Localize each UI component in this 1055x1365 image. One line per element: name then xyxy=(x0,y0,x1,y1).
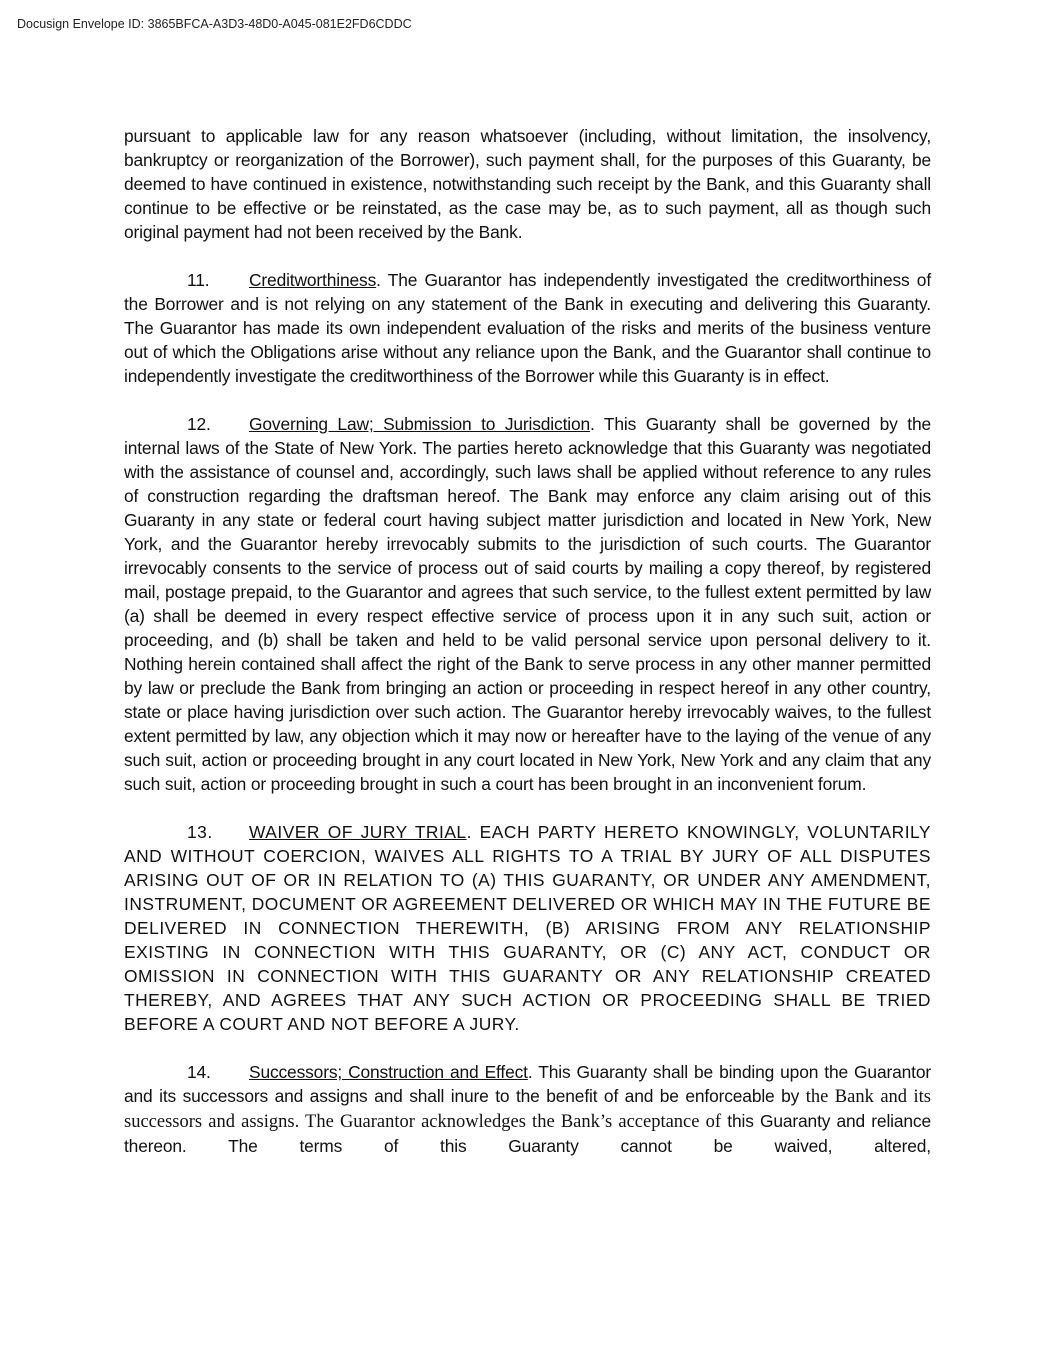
section-13 xyxy=(124,820,931,1036)
section-text: . EACH PARTY HERETO KNOWINGLY, VOLUNTARILY AND WITHOUT COERCION, WAIVES ALL RIGHTS TO A TRIAL BY JURY OF ALL DISPUTES ARISING OUT OF OR IN RELATION TO (A) THIS GUARANTY, OR UNDER ANY AMENDMENT, INSTRUMENT, DOCUMENT OR AGREEMENT DELIVERED OR WHICH MAY IN THE FUTURE BE DELIVERED IN CONNECTION THEREWITH, (B) ARISING FROM ANY RELATIONSHIP EXISTING IN CONNECTION WITH THIS GUARANTY, OR (C) ANY ACT, CONDUCT OR OMISSION IN CONNECTION WITH THIS GUARANTY OR ANY RELATIONSHIP CREATED THEREBY, AND AGREES THAT ANY SUCH ACTION OR PROCEEDING SHALL BE TRIED BEFORE A COURT AND NOT BEFORE A JURY. xyxy=(124,822,932,1034)
paragraph-continuation xyxy=(124,124,931,244)
section-heading: Governing Law; Submission to Jurisdiction xyxy=(249,414,591,434)
section-11 xyxy=(124,268,931,388)
section-14 xyxy=(124,1060,931,1158)
section-number: 12. xyxy=(187,414,211,434)
section-number: 14. xyxy=(187,1062,211,1082)
section-text-serif: the Bank and its successors and assigns. The Guarantor acknowledges the Bank’s acceptance of xyxy=(124,1087,931,1132)
section-number: 11. xyxy=(187,270,210,290)
section-text: this Guaranty and reliance thereon. The terms of this Guaranty cannot be waived, altered, xyxy=(124,1111,931,1156)
section-heading: Creditworthiness xyxy=(249,270,377,290)
section-number: 13. xyxy=(187,822,213,842)
section-heading: WAIVER OF JURY TRIAL xyxy=(249,822,467,842)
paragraph-text: pursuant to applicable law for any reason whatsoever (including, without limitation, the insolvency, bankruptcy or reorganization of the Borrower), such payment shall, for the purposes of this Guaranty, be deemed to have continued in existence, notwithstanding such receipt by the Bank, and this Guaranty shall continue to be effective or be reinstated, as the case may be, as to such payment, all as though such original payment had not been received by the Bank. xyxy=(124,126,931,242)
section-heading: Successors; Construction and Effect xyxy=(249,1062,528,1082)
docusign-envelope-id: Docusign Envelope ID: 3865BFCA-A3D3-48D0-A045-081E2FD6CDDC xyxy=(17,17,412,31)
document-body xyxy=(124,124,931,1182)
section-12 xyxy=(124,412,931,796)
section-text: . This Guaranty shall be governed by the internal laws of the State of New York. The parties hereto acknowledge that this Guaranty was negotiated with the assistance of counsel and, accordingly, such laws shall be applied without reference to any rules of construction regarding the draftsman hereof. The Bank may enforce any claim arising out of this Guaranty in any state or federal court having subject matter jurisdiction and located in New York, New York, and the Guarantor hereby irrevocably submits to the jurisdiction of such courts. The Guarantor irrevocably consents to the service of process out of said courts by mailing a copy thereof, by registered mail, postage prepaid, to the Guarantor and agrees that such service, to the fullest extent permitted by law (a) shall be deemed in every respect effective service of process upon it in any such suit, action or proceeding, and (b) shall be taken and held to be valid personal service upon personal delivery to it. Nothing herein contained shall affect the right of the Bank to serve process in any other manner permitted by law or preclude the Bank from bringing an action or proceeding in respect hereof in any other country, state or place having jurisdiction over such action. The Guarantor hereby irrevocably waives, to the fullest extent permitted by law, any objection which it may now or hereafter have to the laying of the venue of any such suit, action or proceeding brought in any court located in New York, New York and any claim that any such suit, action or proceeding brought in such a court has been brought in an inconvenient forum. xyxy=(124,414,931,794)
section-text: . This Guaranty shall be binding upon the Guarantor and its successors and assigns and shall inure to the benefit of and be enforceable by xyxy=(124,1062,931,1106)
section-text: . The Guarantor has independently investigated the creditworthiness of the Borrower and is not relying on any statement of the Bank in executing and delivering this Guaranty. The Guarantor has made its own independent evaluation of the risks and merits of the business venture out of which the Obligations arise without any reliance upon the Bank, and the Guarantor shall continue to independently investigate the creditworthiness of the Borrower while this Guaranty is in effect. xyxy=(124,270,931,386)
